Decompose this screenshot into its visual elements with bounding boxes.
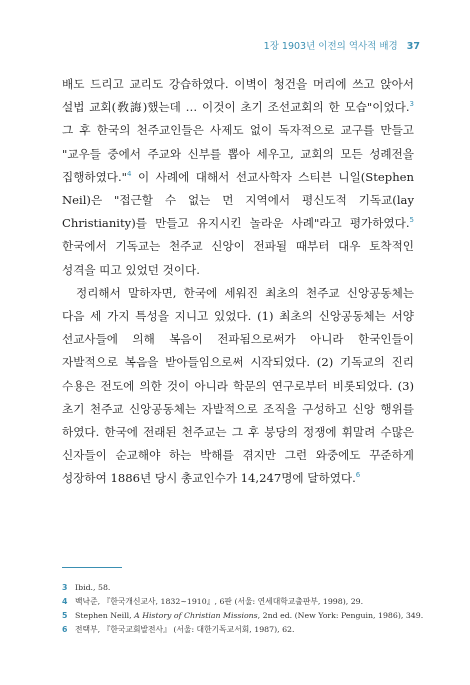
footnote-divider (62, 567, 122, 568)
paragraph (62, 282, 414, 491)
footnote (62, 623, 422, 637)
book-title: A History of Christian Missions (134, 611, 258, 620)
chapter-title: 1장 1903년 이전의 역사적 배경 (263, 41, 398, 52)
footnote-text-part: Stephen Neill, (75, 611, 135, 620)
body-text (62, 73, 414, 491)
page-number: 37 (406, 41, 420, 52)
footnote-ref[interactable]: 3 (409, 100, 415, 109)
text-run: 이 사례에 대해서 선교사학자 스티븐 니일(Stephen Neil)은 "접근할 수 없는 먼 지역에서 평신도적 기독교(lay Christianity)를 만들고 유지시킨 놀라운 사례"라고 평가하였다. (62, 169, 414, 231)
text-run: 정리해서 말하자면, 한국에 세워진 최초의 천주교 신앙공동체는 다음 세 가지 특성을 지니고 있었다. (1) 최초의 신앙공동체는 서양 선교사들에 의해 복음이 전파됨으로써가 아니라 한국인들이 자발적으로 복음을 받아들임으로써 시작되었다. (2) 기독교의 진리 수용은 전도에 의한 것이 아니라 학문의 연구로부터 비롯되었다. (3) 초기 천주교 신앙공동체는 자발적으로 조직을 구성하고 신앙 행위를 하였다. 한국에 전래된 천주교는 그 후 붕당의 정쟁에 휘말려 수많은 신자들이 순교해야 하는 박해를 겪지만 그런 와중에도 꾸준하게 성장하여 1886년 당시 총교인수가 14,247명에 달하였다. (62, 285, 414, 486)
footnote-number: 5 (62, 611, 68, 620)
footnote-ref[interactable]: 4 (127, 169, 132, 178)
footnotes (62, 581, 422, 637)
footnote (62, 581, 422, 595)
footnote (62, 595, 422, 609)
footnote-ref[interactable]: 6 (355, 471, 361, 480)
footnote-text (75, 609, 423, 623)
footnote (62, 609, 422, 623)
footnote-number: 6 (62, 625, 68, 634)
paragraph (62, 73, 414, 282)
text-run: 그 후 한국의 천주교인들은 사제도 없이 독자적으로 교구를 만들고 "교우들 중에서 주교와 신부를 뽑아 세우고, 교회의 모든 성례전을 집행하였다." (62, 123, 414, 184)
footnote-text: 백낙준, 『한국개신교사, 1832~1910』, 6판 (서울: 연세대학교출판부, 1998), 29. (75, 597, 364, 606)
footnote-text: 전택부, 『한국교회발전사』 (서울: 대한기독교서회, 1987), 62. (75, 625, 295, 634)
text-run: 한국에서 기독교는 천주교 신앙이 전파될 때부터 대우 토착적인 성격을 띠고 있었던 것이다. (62, 239, 414, 277)
footnote-text-part: , 2nd ed. (New York: Penguin, 1986), 349. (257, 611, 424, 620)
footnote-number: 3 (62, 583, 68, 592)
footnote-text: Ibid., 58. (75, 583, 111, 592)
footnote-number: 4 (62, 597, 68, 606)
text-run: 배도 드리고 교리도 강습하였다. 이벽이 청건을 머리에 쓰고 앉아서 설법 교회(敎誨)했는데 … 이것이 초기 조선교회의 한 모습"이었다. (62, 77, 414, 115)
running-head (264, 38, 420, 52)
footnote-ref[interactable]: 5 (409, 216, 414, 225)
